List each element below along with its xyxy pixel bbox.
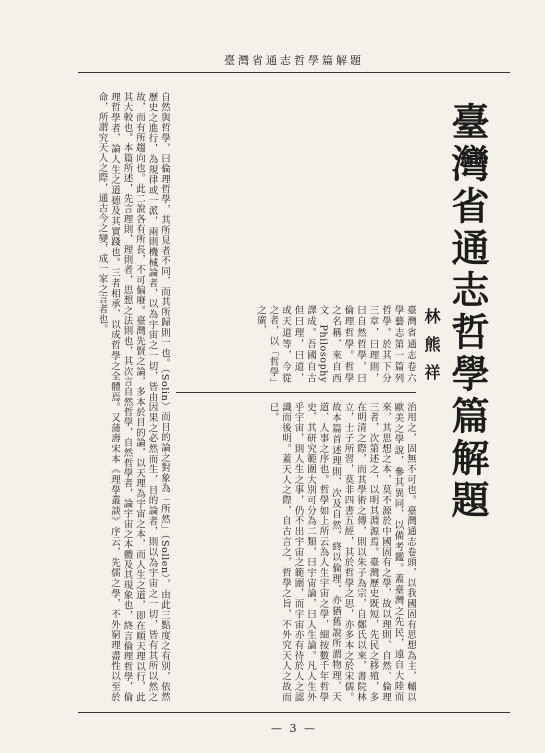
page-number: — 3 — (271, 722, 317, 735)
body-column-lower: 治用之，固無不可也。臺灣通志卷頭，以我國固有思想為主，輔以歐美之學說，參其異同，以備考鑑。蓋臺灣之先民，遠自大陸而來，其思想之本，莫不源於中國固有之學，故以理則、自然、倫理三者，次第述之，以明其淵源焉。臺灣歷史既短，先民之移殖，多在明清之際，而其學術之傳，則以朱子為宗，自鄭氏以來，書院林立，士子所習，莫非四書五經，其於哲學之思，亦多本之於宋儒。故本篇首述理則，次及自然，終以倫理，亦猶舊說所謂物理、天道、人事之序也。哲學如上所云為人生宇宙之學，細按數千年哲學史，其研究範圍大別可分為二類，曰宇宙論，曰人生論。凡人生外乎宇宙，則人生之事，仍不出宇宙之範圍，而宇宙亦有待於人之認識而後明。蓋天人之際，自古言之，哲學之旨，不外究天人之故而已。 (267, 402, 416, 702)
body-column-upper: 臺灣省通志卷六學藝志第一篇列哲學。於其下分三章，曰理則，曰自然哲學，曰倫理哲學。哲學之名稱，來自西文 Philosophy 譯成。吾國自古但曰理，曰道，或天道等，今從之者，以「哲學」之廣， (255, 305, 416, 383)
running-header: 臺灣省通志哲學篇解題 (224, 54, 364, 67)
page-title: 臺灣省通志哲學篇解題 (445, 102, 490, 522)
body-column-left: 自然與哲學，曰倫理哲學，其所見者不同，而其所歸則一也。（Solin）而目的論之對象為「所然」（Sollen），由此三點度之有別，依然歷史之進行，為規律或一派，兩則機械論者，以為宇宙之一切，皆由因果之必然而生，目的論者，則以為宇宙之一切，皆有其所以然之故，而有所趨向也。此二說各有所長，不可偏廢。臺灣先賢之論，多本於目的論，以天理為宇宙之本，而人生之道，即在順天理以行，此其大較也。本篇所述，先言理則，理則者，思想之法則也，其次言自然哲學，自然哲學者，論宇宙之本體及其現象也，終言倫理哲學，倫理哲學者，論人生之道德及其實踐也。三者相承，以成哲學之全體焉。又蒲壽宋本《理學叢談》序云，先儒之學，不外窮理盡性以至於命，所謂究天人之際，通古今之變，成一家之言者也。 (96, 92, 170, 702)
header-rule (78, 72, 510, 73)
section-rule (176, 392, 416, 393)
author-name: 林熊祥 (422, 308, 441, 392)
footer-rule (78, 712, 510, 713)
